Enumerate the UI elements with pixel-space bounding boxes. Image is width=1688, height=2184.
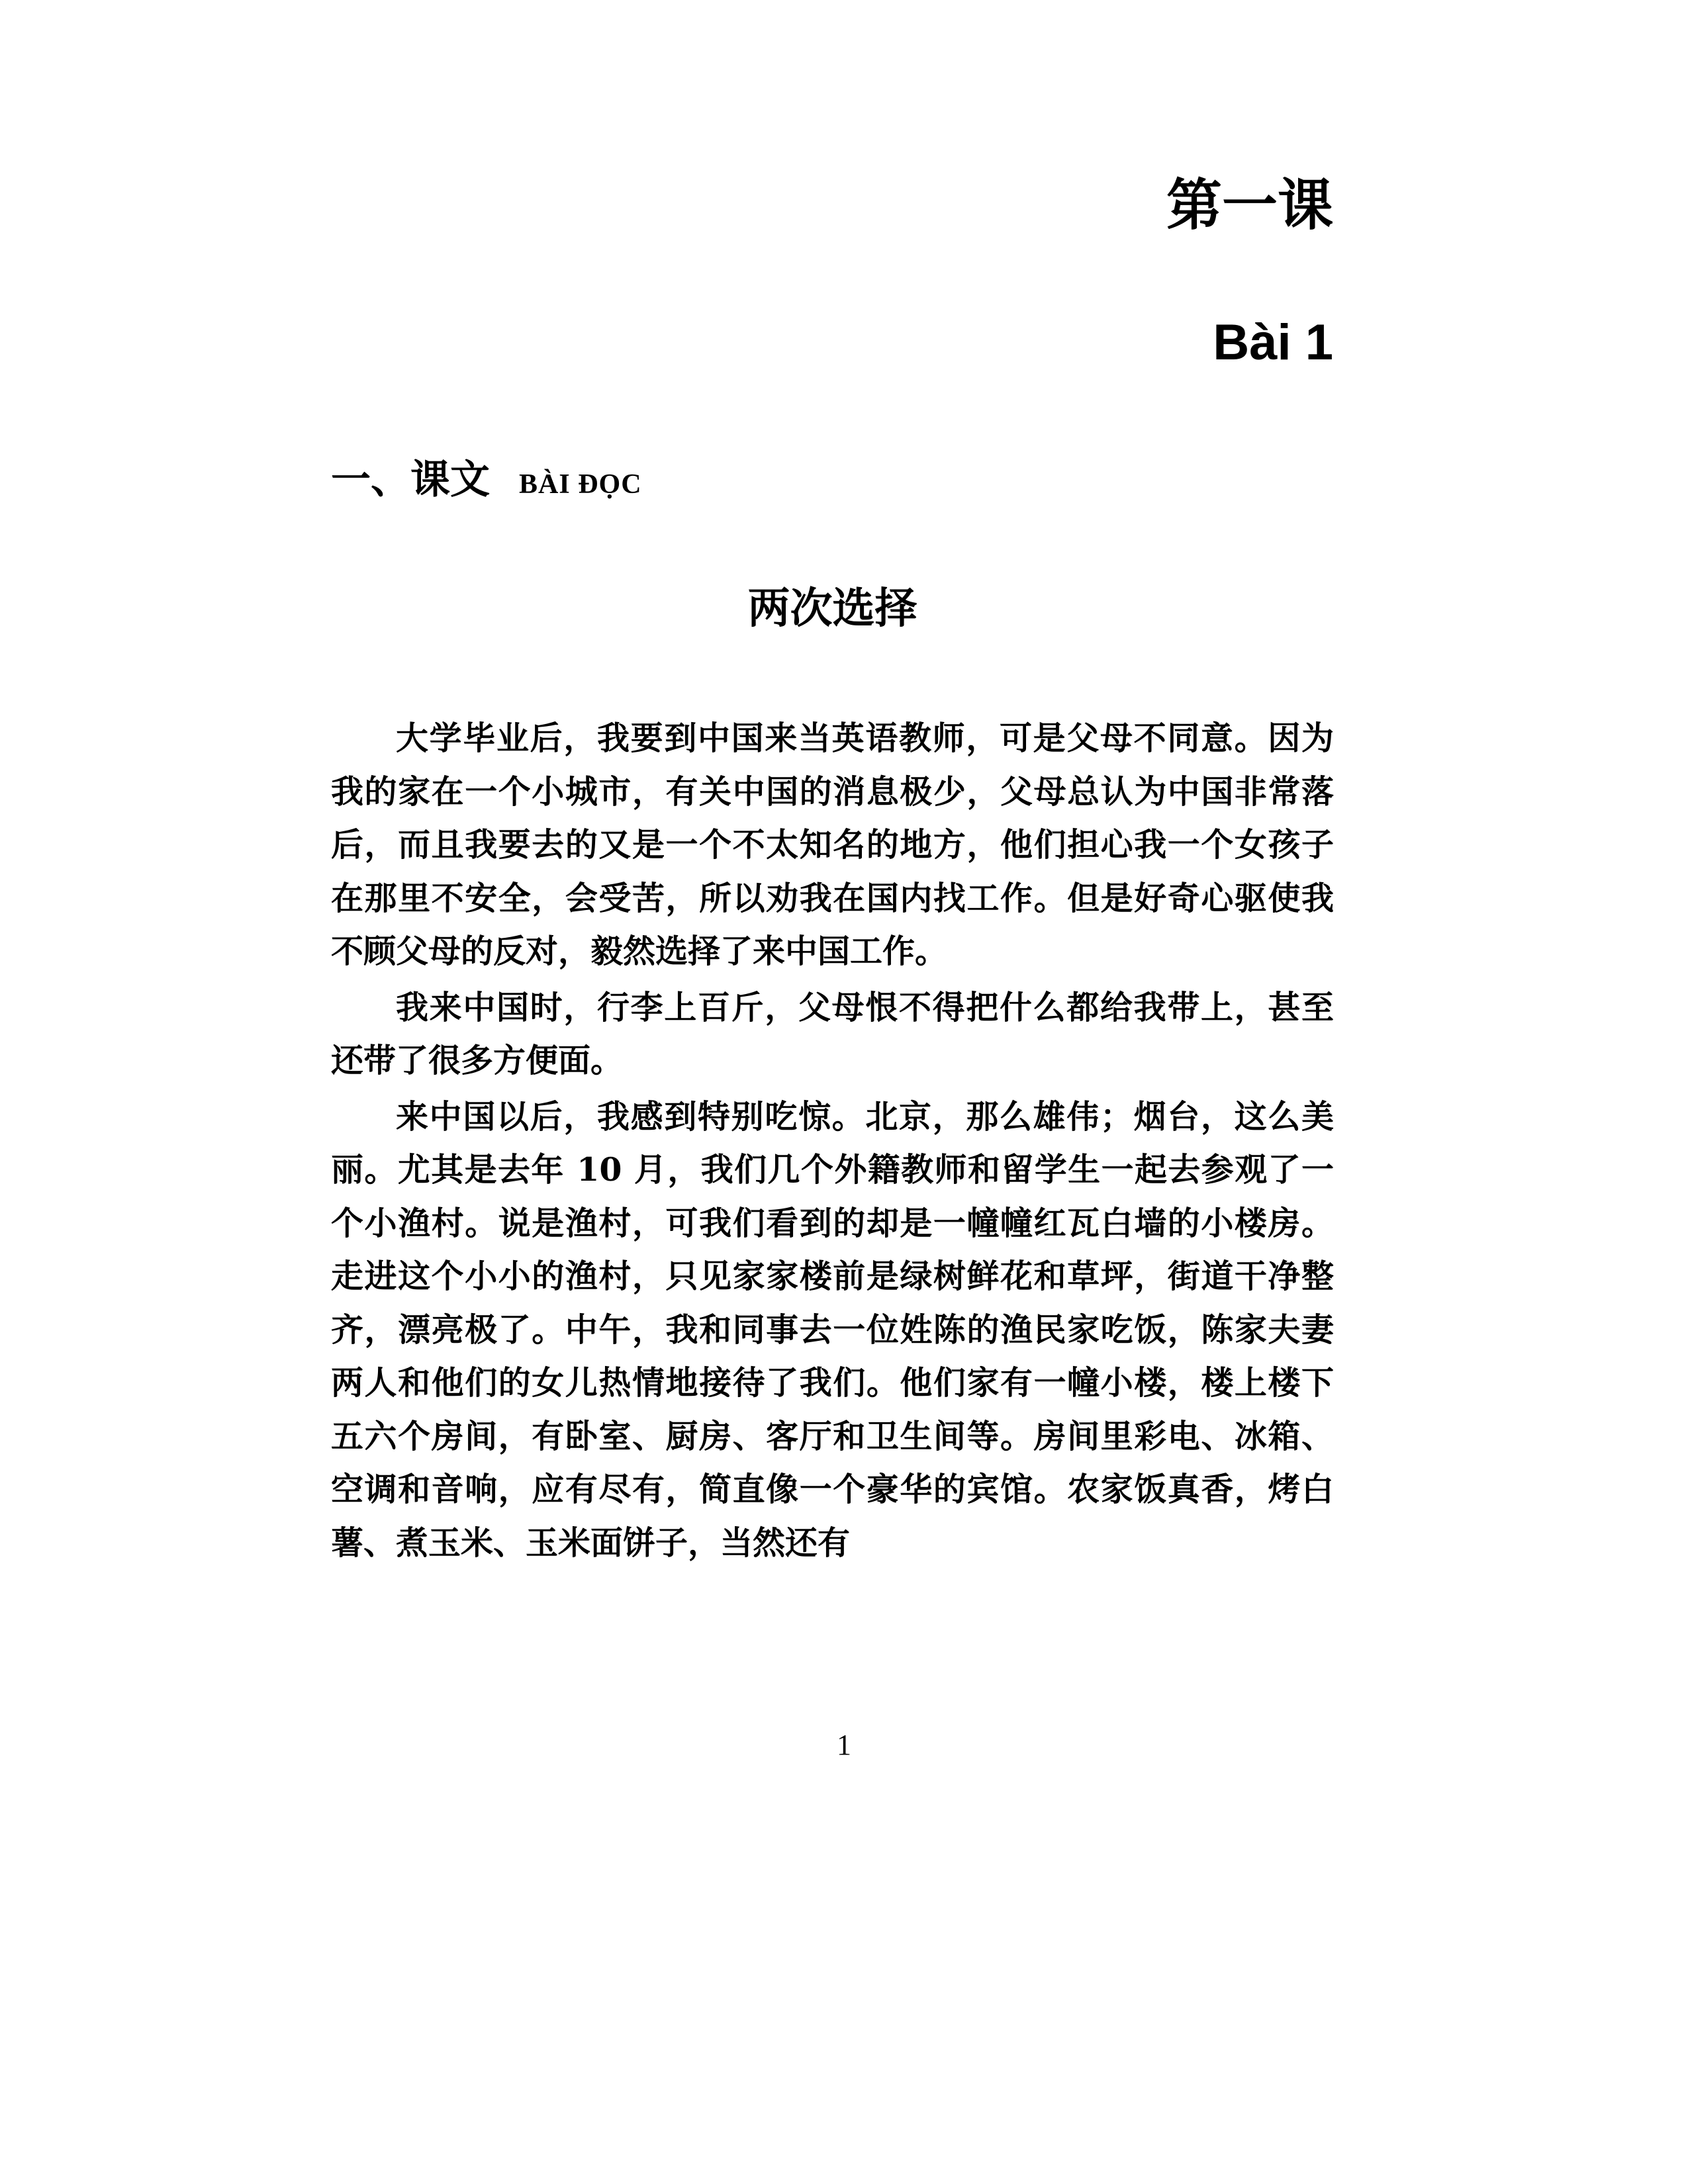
lesson-title-chinese: 第一课	[1166, 173, 1333, 238]
section-heading	[331, 457, 642, 503]
lesson-title-vietnamese: Bài 1	[1213, 314, 1333, 371]
paragraph: 我来中国时，行李上百斤，父母恨不得把什么都给我带上，甚至还带了很多方便面。	[331, 987, 1334, 1079]
paragraph: 大学毕业后，我要到中国来当英语教师，可是父母不同意。因为我的家在一个小城市，有关中国的消息极少，父母总认为中国非常落后，而且我要去的又是一个不太知名的地方，他们担心我一个女孩子在那里不安全，会受苦，所以劝我在国内找工作。但是好奇心驱使我不顾父母的反对，毅然选择了来中国工作。	[331, 719, 1334, 970]
section-label-vietnamese: BÀI ĐỌC	[519, 469, 642, 500]
passage-title: 两次选择	[747, 584, 917, 633]
section-label-chinese: 一、课文	[331, 457, 490, 503]
passage-body	[331, 711, 1334, 1572]
paragraph: 来中国以后，我感到特别吃惊。北京，那么雄伟；烟台，这么美丽。尤其是去年 10 月，我们几个外籍教师和留学生一起去参观了一个小渔村。说是渔村，可我们看到的却是一幢幢红瓦白墙的小楼房。走进这个小小的渔村，只见家家楼前是绿树鲜花和草坪，街道干净整齐，漂亮极了。中午，我和同事去一位姓陈的渔民家吃饭，陈家夫妻两人和他们的女儿热情地接待了我们。他们家有一幢小楼，楼上楼下五六个房间，有卧室、厨房、客厅和卫生间等。房间里彩电、冰箱、空调和音响，应有尽有，简直像一个豪华的宾馆。农家饭真香，烤白薯、煮玉米、玉米面饼子，当然还有	[331, 1097, 1334, 1562]
page-number: 1	[837, 1729, 851, 1761]
